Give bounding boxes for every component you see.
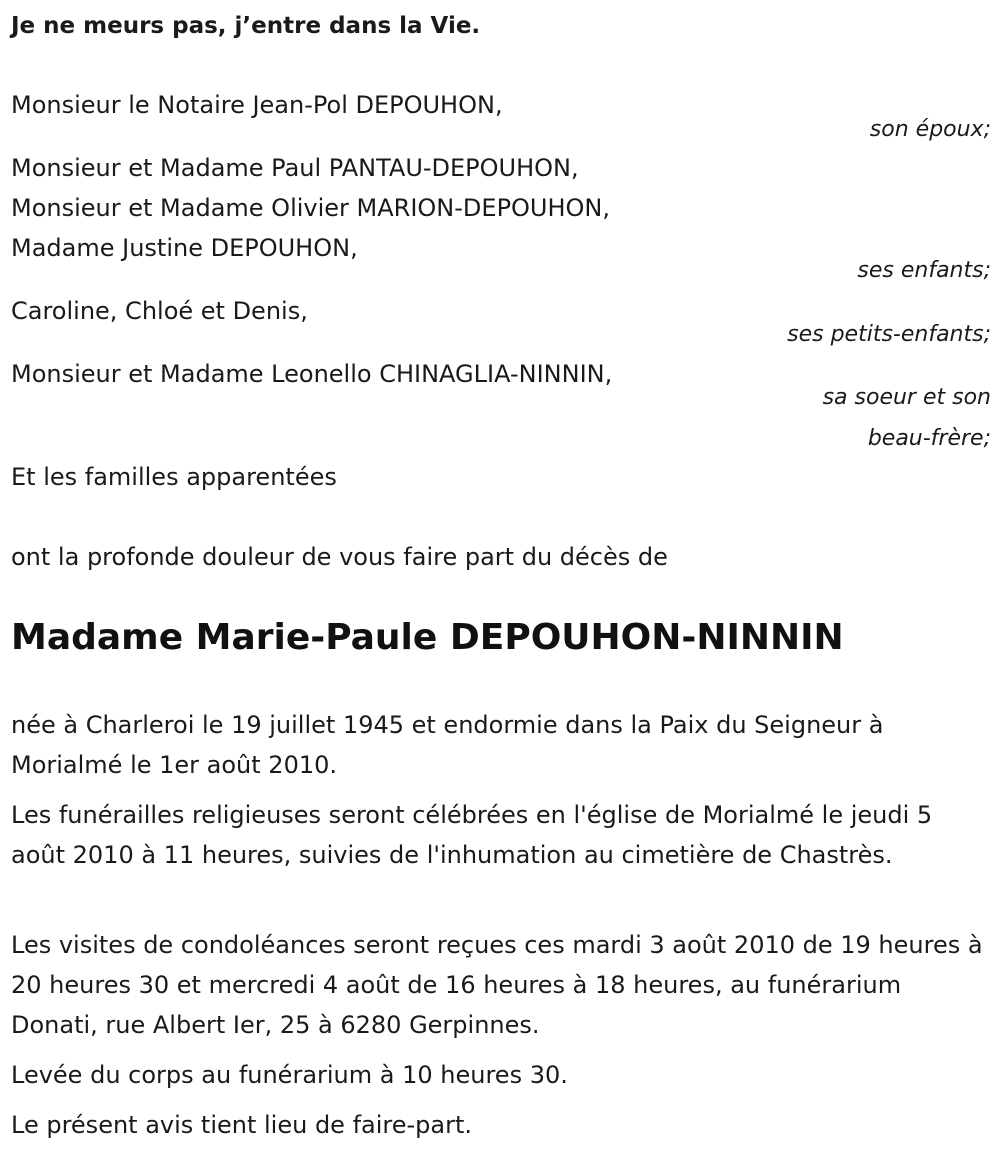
birth-death-paragraph: née à Charleroi le 19 juillet 1945 et endormie dans la Paix du Seigneur à Morialmé le 1er août 2010. <box>11 711 884 779</box>
announcement-line: ont la profonde douleur de vous faire part du décès de <box>11 543 668 571</box>
child-name-3: Madame Justine DEPOUHON, <box>11 234 358 262</box>
child-name-2: Monsieur et Madame Olivier MARION-DEPOUHON, <box>11 194 611 222</box>
grandchildren-role: ses petits-enfants; <box>787 322 991 347</box>
deceased-name: Madame Marie-Paule DEPOUHON-NINNIN <box>11 617 844 658</box>
children-role: ses enfants; <box>857 258 991 283</box>
funeral-paragraph: Les funérailles religieuses seront célébrées en l'église de Morialmé le jeudi 5 août 2010 à 11 heures, suivies de l'inhumation au cimetière de Chastrès. <box>11 801 933 869</box>
grandchildren-names: Caroline, Chloé et Denis, <box>11 297 308 325</box>
husband-name: Monsieur le Notaire Jean-Pol DEPOUHON, <box>11 91 503 119</box>
husband-role: son époux; <box>869 117 991 142</box>
relatives-line: Et les familles apparentées <box>11 463 337 491</box>
opening-quote: Je ne meurs pas, j’entre dans la Vie. <box>11 13 481 39</box>
notice-paragraph: Le présent avis tient lieu de faire-part. <box>11 1111 473 1139</box>
child-name-1: Monsieur et Madame Paul PANTAU-DEPOUHON, <box>11 154 579 182</box>
levee-paragraph: Levée du corps au funérarium à 10 heures 30. <box>11 1061 568 1089</box>
sister-name: Monsieur et Madame Leonello CHINAGLIA-NINNIN, <box>11 360 613 388</box>
sister-role-line2: beau-frère; <box>867 426 991 451</box>
visits-paragraph: Les visites de condoléances seront reçues ces mardi 3 août 2010 de 19 heures à 20 heures 30 et mercredi 4 août de 16 heures à 18 heures, au funérarium Donati, rue Albert Ier, 25 à 6280 Gerpinnes. <box>11 931 983 1039</box>
sister-role-line1: sa soeur et son <box>822 385 991 410</box>
